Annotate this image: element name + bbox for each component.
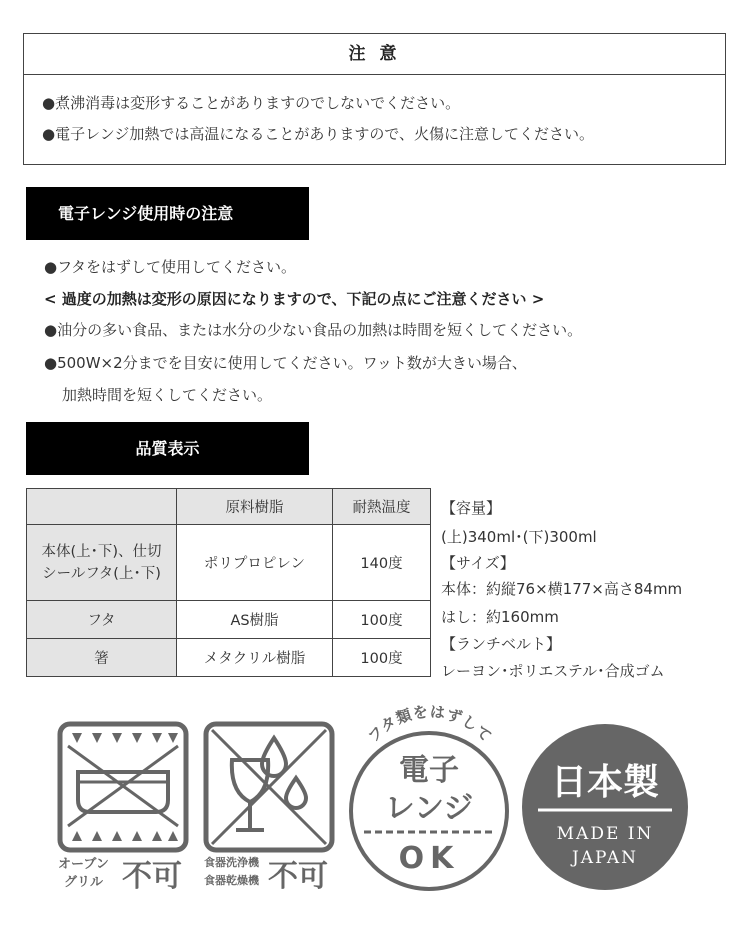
spec-capacity-value: (上)340ml･(下)300ml (441, 528, 597, 546)
quality-table (26, 488, 431, 677)
spec-size-heading: 【サイズ】 (441, 554, 515, 572)
japan-label: JAPAN (571, 848, 639, 868)
notice-item-microwave-heat: ●電子レンジ加熱では高温になることがありますので、火傷に注意してください。 (42, 125, 595, 143)
table-row (27, 639, 431, 677)
table-header-empty (27, 489, 177, 525)
microwave-heading: 電子レンジ使用時の注意 (26, 187, 309, 240)
table-row (27, 525, 431, 601)
table-cell-part: フタ (27, 601, 177, 639)
notice-item-boiling: ●煮沸消毒は変形することがありますのでしないでください。 (42, 94, 461, 112)
table-header-resin: 原料樹脂 (177, 489, 333, 525)
table-cell-resin: ポリプロピレン (177, 525, 333, 601)
microwave-line-wattage: ●500W×2分までを目安に使用してください。ワット数が大きい場合、 (44, 354, 527, 372)
microwave-warning: < 過度の加熱は変形の原因になりますので、下記の点にご注意ください > (44, 290, 545, 308)
spec-capacity-heading: 【容量】 (441, 499, 502, 517)
notice-box (23, 33, 726, 165)
table-header-row (27, 489, 431, 525)
table-cell-temp: 140度 (333, 525, 431, 601)
dishwasher-prohibited-icon (202, 720, 338, 892)
table-cell-resin: AS樹脂 (177, 601, 333, 639)
spec-belt-material: レーヨン･ポリエステル･合成ゴム (441, 662, 665, 680)
spec-size-chopsticks: はし：約160mm (441, 608, 559, 626)
oven-label-bottom: グリル (64, 875, 104, 890)
oven-not-allowed-text: 不可 (122, 859, 182, 892)
microwave-line-wattage-cont: 加熱時間を短くしてください。 (62, 386, 273, 404)
svg-text:フタ類をはずして (364, 703, 495, 746)
table-cell-part (27, 525, 177, 601)
table-cell-resin: メタクリル樹脂 (177, 639, 333, 677)
table-cell-part-line2: シールフタ(上･下) (42, 565, 161, 582)
oven-label-top: オーブン (58, 857, 109, 872)
notice-title: 注 意 (24, 34, 725, 75)
spec-belt-heading: 【ランチベルト】 (441, 635, 562, 653)
microwave-line-remove-lid: ●フタをはずして使用してください。 (44, 258, 297, 276)
microwave-line-oily-food: ●油分の多い食品、または水分の少ない食品の加熱は時間を短くしてください。 (44, 321, 583, 339)
microwave-ok-line2: レンジ (384, 791, 474, 826)
dishwasher-label-bottom: 食器乾燥機 (204, 874, 259, 887)
microwave-ok-text: OK (398, 841, 460, 876)
table-header-heat: 耐熱温度 (333, 489, 431, 525)
table-row (27, 601, 431, 639)
microwave-ok-line1: 電子 (399, 753, 459, 788)
spec-size-body: 本体：約縦76×横177×高さ84mm (441, 580, 683, 598)
dishwasher-not-allowed-text: 不可 (268, 859, 328, 892)
table-cell-temp: 100度 (333, 639, 431, 677)
oven-grill-prohibited-icon (56, 720, 192, 892)
microwave-ok-icon (344, 700, 514, 892)
table-cell-part: 箸 (27, 639, 177, 677)
table-cell-part-line1: 本体(上･下)、仕切 (41, 543, 162, 560)
made-in-label: MADE IN (556, 824, 654, 844)
made-in-japan-kanji: 日本製 (550, 762, 660, 803)
quality-heading: 品質表示 (26, 422, 309, 475)
dishwasher-label-top: 食器洗浄機 (204, 856, 259, 869)
made-in-japan-badge (520, 722, 690, 892)
table-cell-temp: 100度 (333, 601, 431, 639)
microwave-arc-label: フタ類をはずして (364, 702, 496, 746)
